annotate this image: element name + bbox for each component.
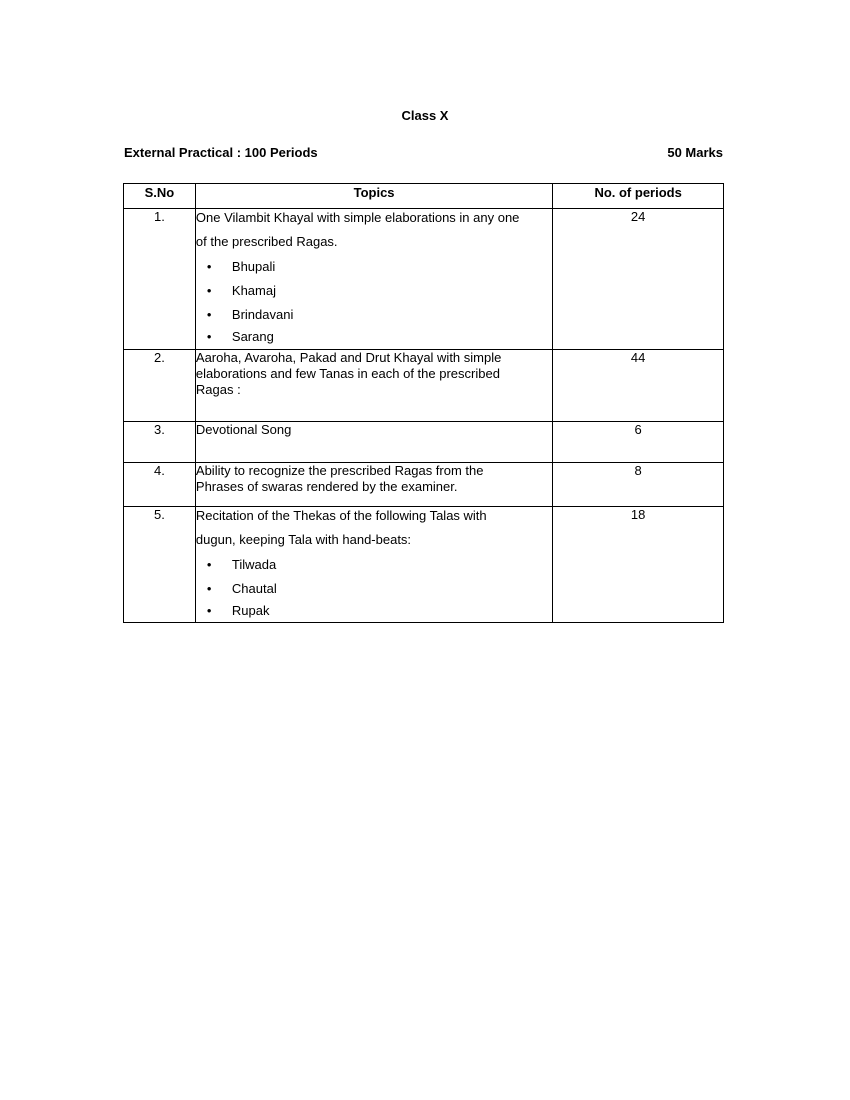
topic-line: of the prescribed Ragas. xyxy=(195,234,338,249)
list-item: • Rupak xyxy=(207,601,552,621)
bullet-icon: • xyxy=(206,283,212,298)
periods-heading: External Practical : 100 Periods xyxy=(124,145,318,160)
table-row xyxy=(124,350,724,422)
topic-line: Ragas : xyxy=(195,382,241,397)
row-topic xyxy=(195,209,552,350)
row-topic xyxy=(195,463,552,507)
list-item: • Tilwada xyxy=(207,553,552,577)
table-header-row xyxy=(124,184,724,209)
topic-line: Recitation of the Thekas of the following Talas with xyxy=(195,508,487,523)
row-periods: 24 xyxy=(553,209,724,350)
list-item: • Bhupali xyxy=(207,255,552,279)
bullet-icon: • xyxy=(206,329,212,344)
bullet-icon: • xyxy=(206,603,212,618)
row-topic xyxy=(195,507,552,623)
row-sno: 2. xyxy=(124,350,196,422)
list-item: • Brindavani xyxy=(207,303,552,327)
topic-line: Aaroha, Avaroha, Pakad and Drut Khayal with simple xyxy=(195,350,502,365)
list-item: • Khamaj xyxy=(207,279,552,303)
marks-heading: 50 Marks xyxy=(667,145,723,160)
row-sno: 5. xyxy=(124,507,196,623)
topic-line: dugun, keeping Tala with hand-beats: xyxy=(195,532,412,547)
topic-line: Phrases of swaras rendered by the examiner. xyxy=(195,479,458,494)
row-topic xyxy=(195,350,552,422)
table-row xyxy=(124,507,724,623)
bullet-icon: • xyxy=(206,307,212,322)
row-periods: 18 xyxy=(553,507,724,623)
tala-list xyxy=(196,553,552,621)
row-sno: 1. xyxy=(124,209,196,350)
row-periods: 8 xyxy=(553,463,724,507)
table-row xyxy=(124,209,724,350)
row-periods: 44 xyxy=(553,350,724,422)
topic-line: elaborations and few Tanas in each of the prescribed xyxy=(195,366,500,381)
topic-line: Devotional Song xyxy=(195,422,292,437)
row-periods: 6 xyxy=(553,422,724,463)
raga-list xyxy=(196,255,552,347)
topic-line: One Vilambit Khayal with simple elaborations in any one xyxy=(195,210,520,225)
list-item: • Sarang xyxy=(207,327,552,347)
list-item: • Chautal xyxy=(207,577,552,601)
bullet-icon: • xyxy=(206,557,212,572)
row-topic xyxy=(195,422,552,463)
syllabus-table xyxy=(123,183,724,623)
topic-line: Ability to recognize the prescribed Ragas from the xyxy=(195,463,484,478)
row-sno: 3. xyxy=(124,422,196,463)
header-topics: Topics xyxy=(195,184,552,209)
table-row xyxy=(124,463,724,507)
header-sno: S.No xyxy=(124,184,196,209)
header-periods: No. of periods xyxy=(553,184,724,209)
row-sno: 4. xyxy=(124,463,196,507)
page-title: Class X xyxy=(401,108,449,123)
table-row xyxy=(124,422,724,463)
bullet-icon: • xyxy=(206,581,212,596)
bullet-icon: • xyxy=(206,259,212,274)
